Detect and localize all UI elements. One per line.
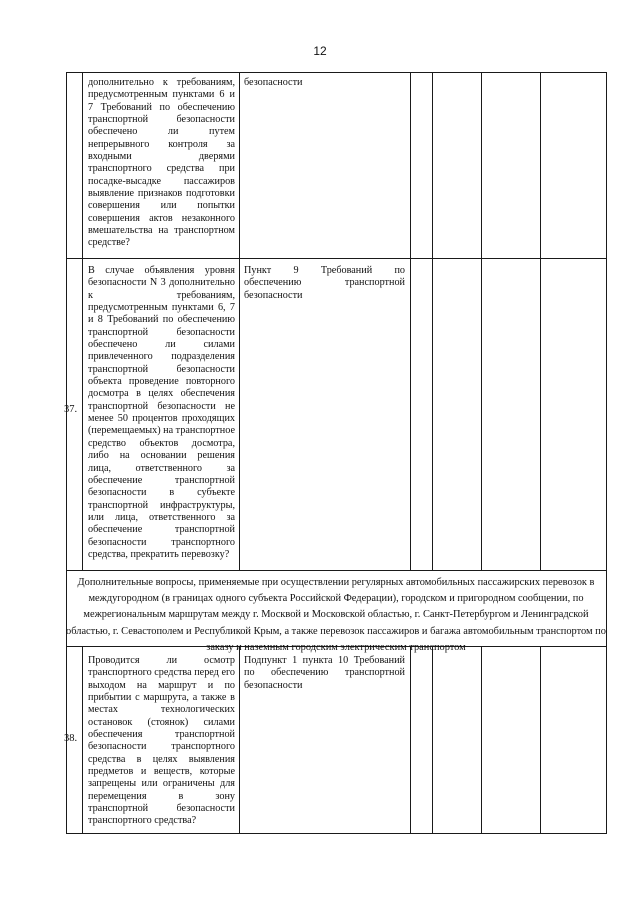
row-divider xyxy=(66,258,607,259)
column-divider xyxy=(410,72,411,571)
column-divider xyxy=(410,646,411,834)
column-divider xyxy=(540,646,541,834)
column-divider xyxy=(82,72,83,571)
row-divider xyxy=(66,570,607,571)
reference-cell: Подпункт 1 пункта 10 Требований по обеспечению транспортной безопасности xyxy=(244,655,405,691)
column-divider xyxy=(481,72,482,571)
section-heading: Дополнительные вопросы, применяемые при осуществлении регулярных автомобильных пассажирских перевозок в междугородном (в границах одного субъекта Российской Федерации), городском и пригородном сообщении, по межрегиональным маршрутам между г. Москвой и Московской областью, г. Санкт-Петербургом и Ленинградской областью, г. Севастополем и Республикой Крым, а также перевозок пассажиров и багажа автомобильным транспортом по заказу и наземным городским электрическим транспортом xyxy=(66,577,606,653)
column-divider xyxy=(239,646,240,834)
column-divider xyxy=(540,72,541,571)
row-number: 37. xyxy=(64,404,78,415)
table-top-border xyxy=(66,72,607,73)
table-right-border xyxy=(606,570,607,647)
table-left-border xyxy=(66,72,67,571)
table-right-border xyxy=(606,72,607,571)
page-number: 12 xyxy=(313,44,327,58)
column-divider xyxy=(481,646,482,834)
column-divider xyxy=(239,72,240,571)
question-cell: В случае объявления уровня безопасности N 3 дополнительно к требованиям, предусмотренным пунктами 6, 7 и 8 Требований по обеспечению транспортной безопасности обеспечено ли силами привлеченного подразделения транспортной безопасности объекта проведение повторного досмотра в целях обеспечения транспортной безопасности не менее 50 процентов проходящих (перемещаемых) на транспортное средство объектов досмотра, либо на основании решения лица, ответственного за обеспечение транспортной безопасности в субъекте транспортной инфраструктуры, или лица, ответственного за обеспечение транспортной безопасности транспортного средства, прекратить перевозку? xyxy=(88,265,235,560)
reference-cell: Пункт 9 Требований по обеспечению транспортной безопасности xyxy=(244,265,405,301)
question-cell: Проводится ли осмотр транспортного средства перед его выходом на маршрут и по прибытии с маршрута, а также в местах технологических остановок (стоянок) силами обеспечения транспортной безопасности транспортного средства в целях выявления предметов и веществ, которые запрещены или ограничены для перемещения в зону транспортной безопасности транспортного средства? xyxy=(88,655,235,827)
column-divider xyxy=(432,646,433,834)
table-right-border xyxy=(606,646,607,834)
column-divider xyxy=(432,72,433,571)
reference-cell: безопасности xyxy=(244,77,303,88)
table-bottom-border xyxy=(66,833,607,834)
column-divider xyxy=(82,646,83,834)
row-number: 38. xyxy=(64,733,78,744)
question-cell: дополнительно к требованиям, предусмотренным пунктами 6 и 7 Требований по обеспечению транспортной безопасности обеспечено ли путем непрерывного контроля за входными дверями транспортного средства при посадке-высадке пассажиров выявление признаков подготовки совершения или попытки совершения актов незаконного вмешательства на транспортном средстве? xyxy=(88,77,235,249)
